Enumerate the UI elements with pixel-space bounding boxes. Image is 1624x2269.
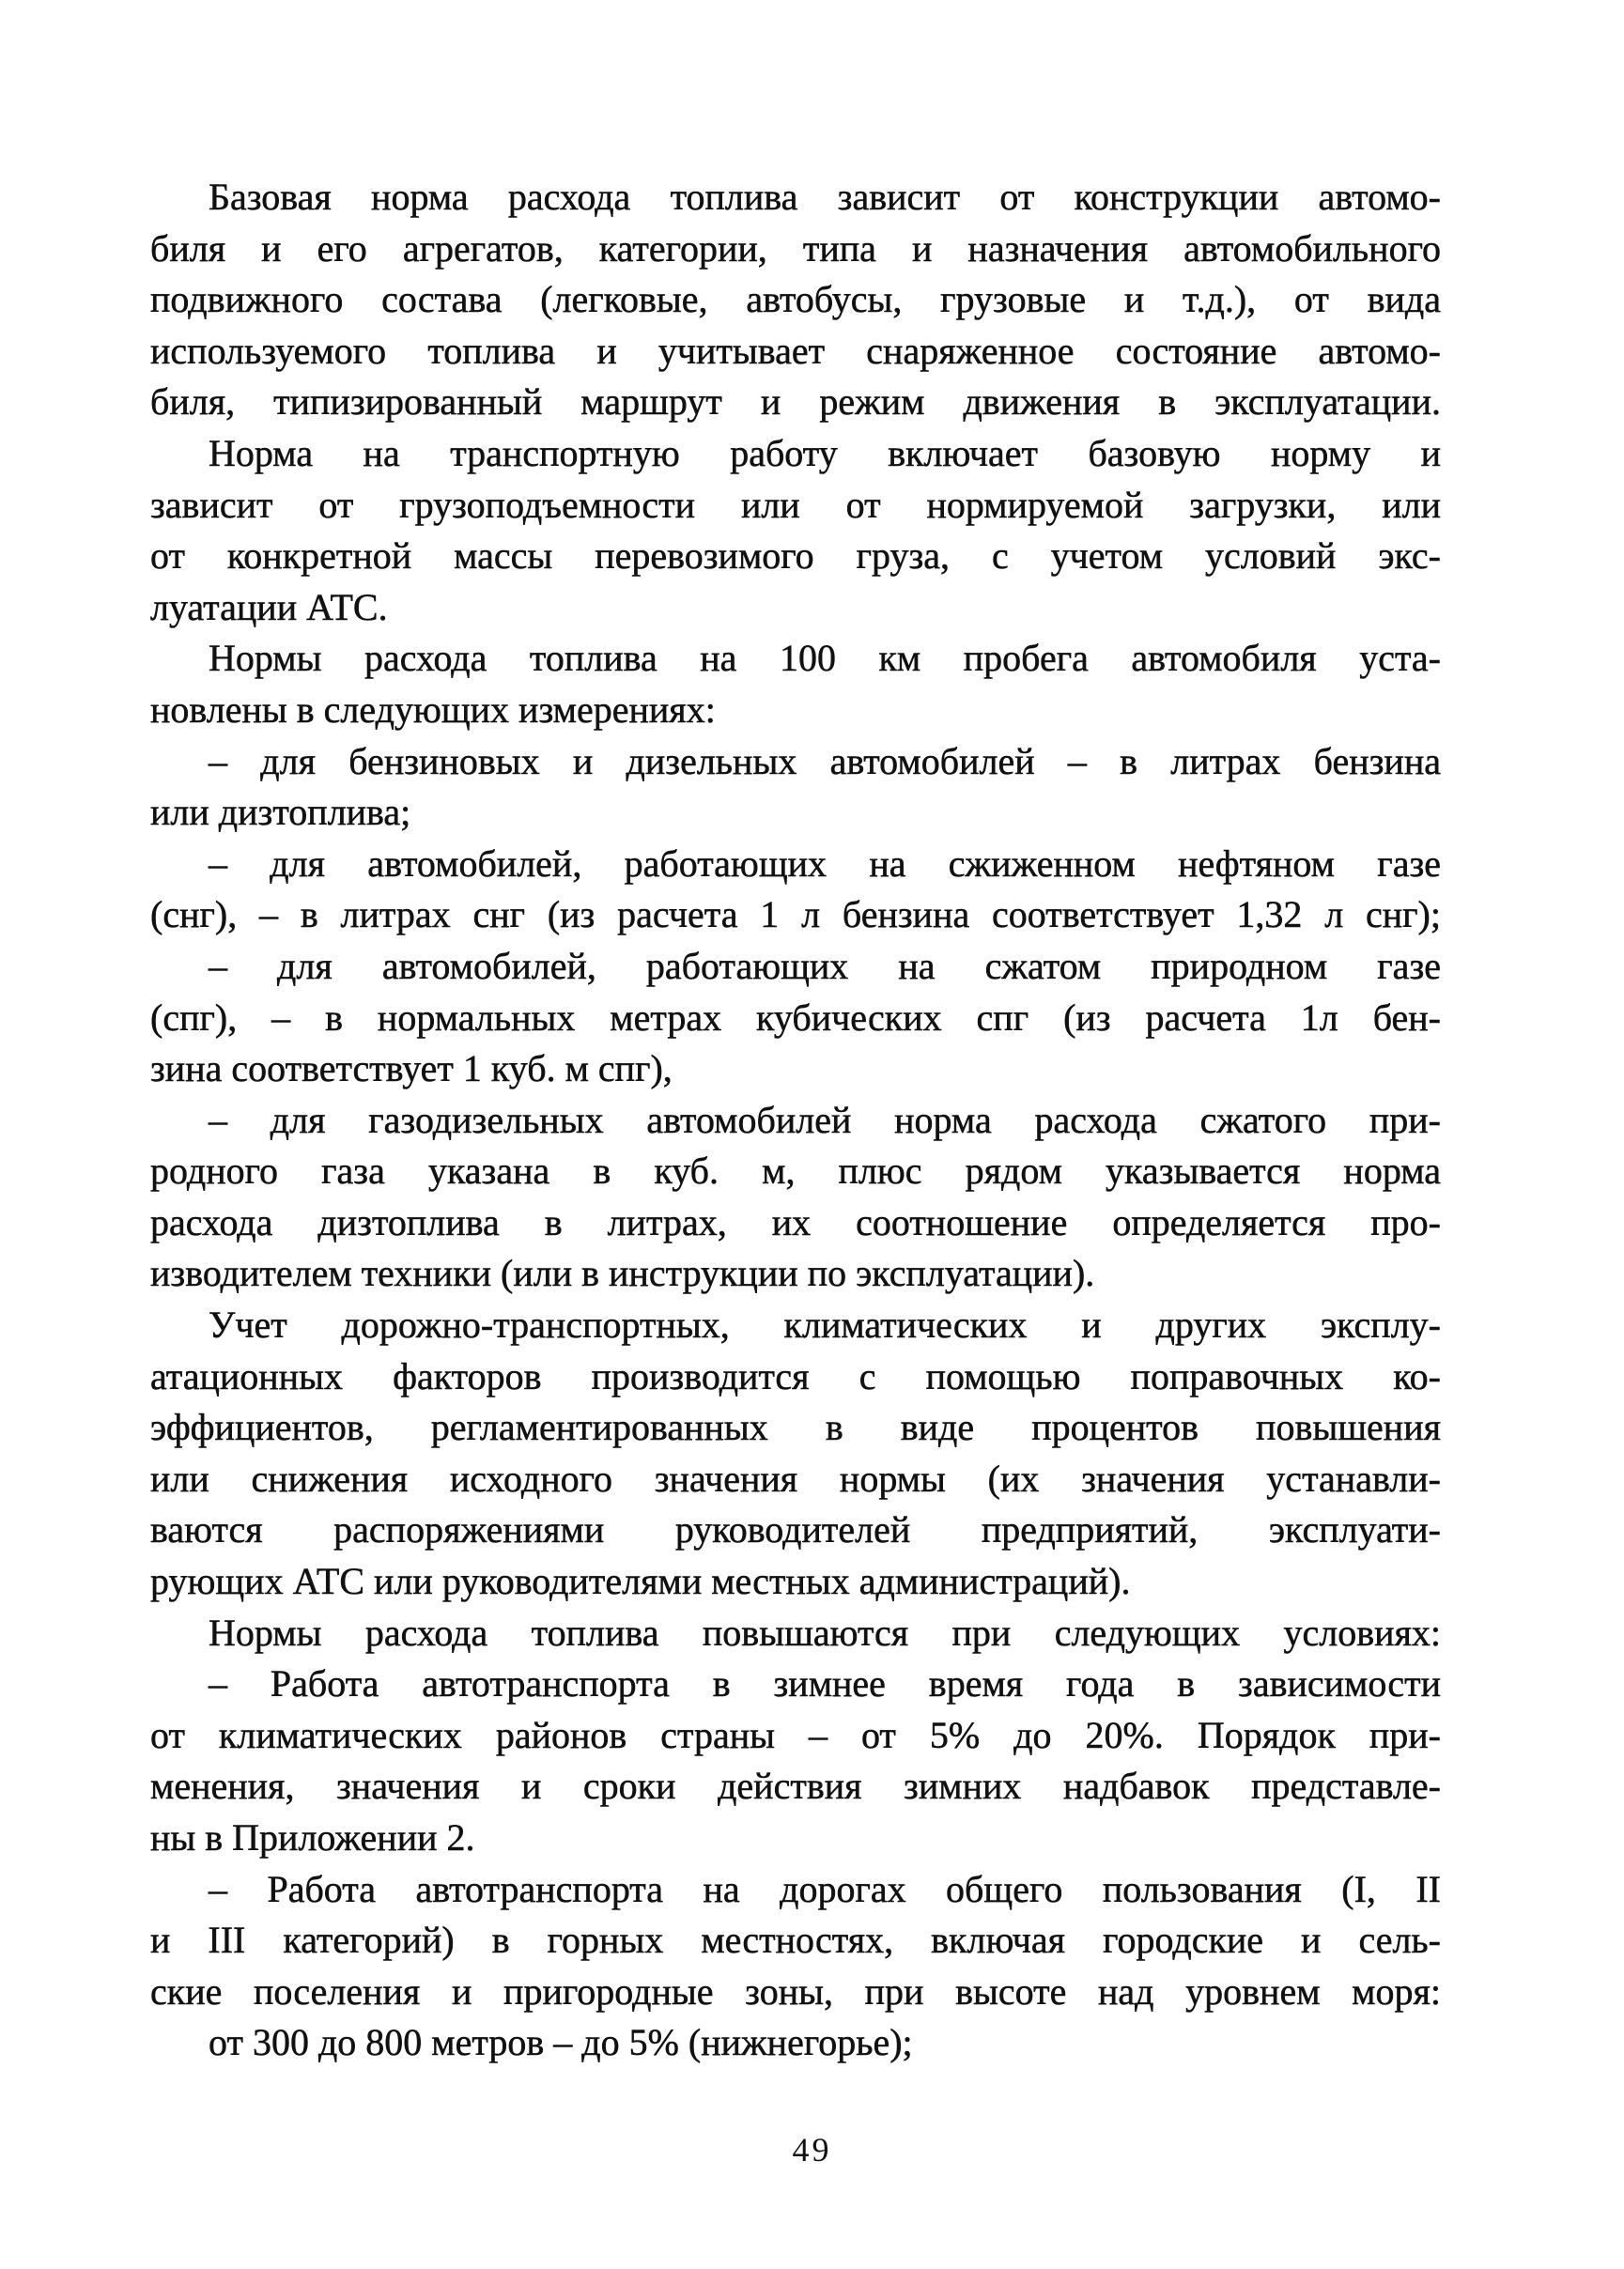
text-line: – для автомобилей, работающих на сжатом природном газе <box>209 944 1441 987</box>
text-line: ские поселения и пригородные зоны, при высоте над уровнем моря: <box>150 1969 1441 2013</box>
text-line: Базовая норма расхода топлива зависит от конструкции автомо- <box>209 176 1441 218</box>
text-line: – Работа автотранспорта на дорогах общего пользования (I, II <box>209 1867 1441 1910</box>
text-line: подвижного состава (легковые, автобусы, грузовые и т.д.), от вида <box>150 278 1441 321</box>
text-line: от конкретной массы перевозимого груза, с учетом условий экс- <box>150 534 1441 578</box>
text-line: или дизтоплива; <box>150 791 411 834</box>
text-line: и III категорий) в горных местностях, включая городские и сель- <box>150 1919 1441 1962</box>
text-line: – для автомобилей, работающих на сжиженном нефтяном газе <box>209 841 1441 885</box>
text-line: или снижения исходного значения нормы (их значения устанавли- <box>150 1457 1441 1500</box>
text-line: Учет дорожно-транспортных, климатических и других эксплу- <box>209 1304 1441 1347</box>
text-line: Норма на транспортную работу включает базовую норму и <box>209 431 1441 474</box>
text-line: эффициентов, регламентированных в виде процентов повышения <box>150 1406 1441 1449</box>
text-line: ны в Приложении 2. <box>150 1816 475 1859</box>
text-line: – для бензиновых и дизельных автомобилей – в литрах бензина <box>209 739 1441 782</box>
text-line: ваются распоряжениями руководителей предприятий, эксплуати- <box>150 1508 1441 1551</box>
text-line: зависит от грузоподъемности или от нормируемой загрузки, или <box>150 483 1441 526</box>
text-line: – для газодизельных автомобилей норма расхода сжатого при- <box>209 1098 1441 1141</box>
text-line: (снг), – в литрах снг (из расчета 1 л бензина соответствует 1,32 л снг); <box>150 893 1441 936</box>
text-line: зина соответствует 1 куб. м спг), <box>150 1047 673 1090</box>
body-text <box>150 172 1441 2069</box>
text-line: Нормы расхода топлива на 100 км пробега автомобиля уста- <box>209 637 1441 680</box>
text-line: луатации АТС. <box>150 585 388 628</box>
text-line: – Работа автотранспорта в зимнее время года в зависимости <box>209 1662 1441 1706</box>
text-line: от климатических районов страны – от 5% до 20%. Порядок при- <box>150 1713 1441 1756</box>
text-line: используемого топлива и учитывает снаряженное состояние автомо- <box>150 329 1441 372</box>
text-line: биля и его агрегатов, категории, типа и назначения автомобильного <box>150 226 1441 270</box>
text-line: новлены в следующих измерениях: <box>150 687 716 731</box>
text-line: атационных факторов производится с помощью поправочных ко- <box>150 1354 1441 1397</box>
text-line: рующих АТС или руководителями местных администраций). <box>150 1560 1131 1603</box>
text-line: менения, значения и сроки действия зимних надбавок представле- <box>150 1765 1441 1808</box>
text-line: биля, типизированный маршрут и режим движения в эксплуатации. <box>150 380 1441 424</box>
page-number: 49 <box>792 2131 832 2169</box>
text-line: изводителем техники (или в инструкции по эксплуатации). <box>150 1252 1095 1295</box>
text-line: от 300 до 800 метров – до 5% (нижнегорье); <box>209 2021 913 2064</box>
text-line: Нормы расхода топлива повышаются при следующих условиях: <box>209 1611 1441 1654</box>
text-line: расхода дизтоплива в литрах, их соотношение определяется про- <box>150 1200 1441 1243</box>
text-line: (спг), – в нормальных метрах кубических спг (из расчета 1л бен- <box>150 996 1441 1039</box>
text-line: родного газа указана в куб. м, плюс рядом указывается норма <box>150 1150 1441 1193</box>
